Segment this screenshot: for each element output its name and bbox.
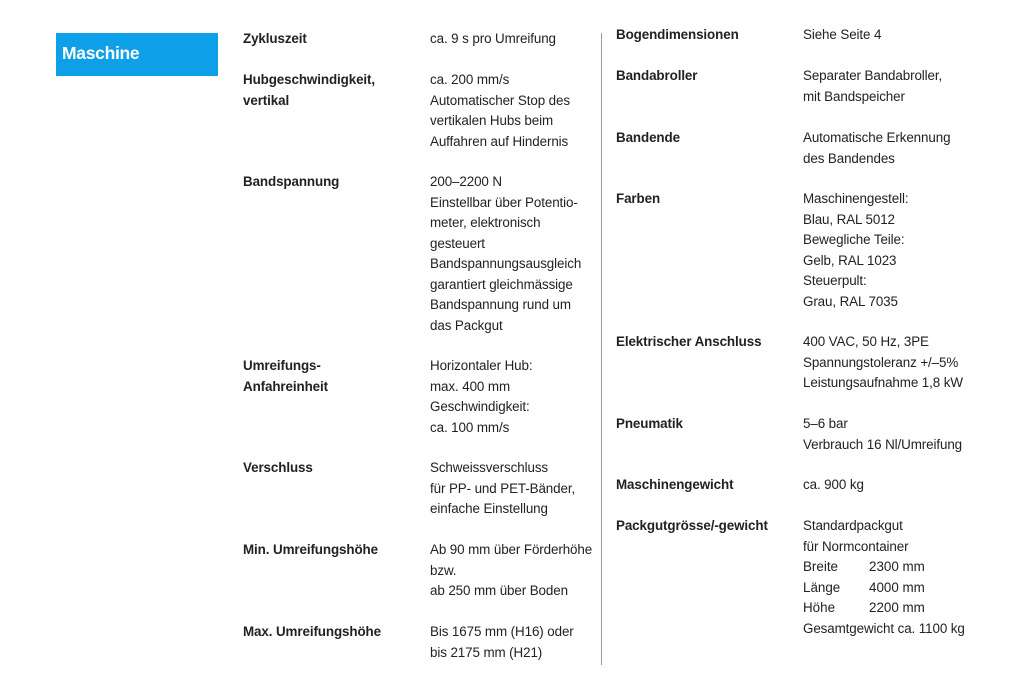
- spec-value: Siehe Seite 4: [803, 27, 882, 42]
- spec-label: Elektrischer Anschluss: [616, 334, 762, 349]
- spec-value: Schweissverschluss für PP- und PET-Bänder, einfache Einstellung: [430, 460, 576, 516]
- spec-label: Bandspannung: [243, 174, 340, 189]
- spec-row-colors: [616, 189, 908, 312]
- spec-row-strap-tension: [243, 172, 581, 336]
- spec-value: Horizontaler Hub: max. 400 mm Geschwindigkeit: ca. 100 mm/s: [430, 358, 533, 435]
- spec-label: Bogendimensionen: [616, 27, 739, 42]
- spec-value: Separater Bandabroller, mit Bandspeicher: [803, 68, 943, 104]
- dimension-row: [803, 598, 965, 619]
- spec-row-sheet-dimensions: [616, 25, 881, 46]
- spec-value: 400 VAC, 50 Hz, 3PE Spannungstoleranz +/–5% Leistungsaufnahme 1,8 kW: [803, 334, 963, 390]
- spec-label: Min. Umreifungshöhe: [243, 542, 378, 557]
- column-divider: [601, 33, 602, 665]
- spec-row-machine-weight: [616, 475, 864, 496]
- total-weight: Gesamtgewicht ca. 1100 kg: [803, 620, 965, 636]
- spec-row-pneumatics: [616, 414, 962, 455]
- spec-value: Standardpackgut für Normcontainer: [803, 518, 909, 554]
- spec-label: Bandabroller: [616, 68, 698, 83]
- spec-label: Zykluszeit: [243, 31, 307, 46]
- dimension-key: Länge: [803, 579, 841, 595]
- spec-value: Ab 90 mm über Förderhöhe bzw. ab 250 mm über Boden: [430, 542, 593, 598]
- spec-label: Umreifungs- Anfahreinheit: [243, 358, 329, 394]
- spec-row-cycle-time: [243, 29, 556, 50]
- dimension-row: [803, 557, 965, 578]
- spec-value: Maschinengestell: Blau, RAL 5012 Bewegliche Teile: Gelb, RAL 1023 Steuerpult: Grau, RAL 7035: [803, 191, 909, 309]
- spec-label: Farben: [616, 191, 661, 206]
- spec-value-block: [803, 516, 965, 639]
- spec-label: Verschluss: [243, 460, 313, 475]
- spec-label: Pneumatik: [616, 416, 683, 431]
- section-title: Maschine: [56, 33, 218, 76]
- dimension-value: 4000 mm: [869, 579, 925, 595]
- spec-label: Packgutgrösse/-gewicht: [616, 518, 768, 533]
- spec-row-lift-speed: [243, 70, 570, 152]
- dimension-row: [803, 578, 965, 599]
- dimension-value: 2200 mm: [869, 600, 925, 615]
- spec-value: Automatische Erkennung des Bandendes: [803, 130, 951, 166]
- spec-label: Max. Umreifungshöhe: [243, 624, 381, 639]
- spec-row-min-height: [243, 540, 592, 602]
- spec-label: Maschinengewicht: [616, 477, 734, 492]
- spec-row-strap-end: [616, 128, 950, 169]
- spec-value: ca. 900 kg: [803, 477, 864, 492]
- dimension-value: 2300 mm: [869, 559, 925, 574]
- spec-row-dispenser: [616, 66, 942, 107]
- spec-label: Hubgeschwindigkeit, vertikal: [243, 72, 376, 108]
- spec-label: Bandende: [616, 130, 680, 145]
- dimension-key: Höhe: [803, 600, 836, 615]
- dimension-key: Breite: [803, 559, 838, 574]
- spec-row-max-height: [243, 622, 574, 663]
- spec-row-approach-unit: [243, 356, 533, 438]
- spec-value: ca. 9 s pro Umreifung: [430, 31, 556, 46]
- spec-row-package-size: [616, 516, 965, 639]
- spec-row-closure: [243, 458, 575, 520]
- spec-value: Bis 1675 mm (H16) oder bis 2175 mm (H21): [430, 624, 574, 660]
- spec-value: 200–2200 N Einstellbar über Potentio- meter, elektronisch gesteuert Bandspannungsausgleich garantiert gleichmässige Bandspannung rund um das Packgut: [430, 174, 582, 333]
- spec-row-electrical: [616, 332, 963, 394]
- spec-value: 5–6 bar Verbrauch 16 Nl/Umreifung: [803, 416, 963, 452]
- spec-value: ca. 200 mm/s Automatischer Stop des vertikalen Hubs beim Auffahren auf Hindernis: [430, 72, 570, 149]
